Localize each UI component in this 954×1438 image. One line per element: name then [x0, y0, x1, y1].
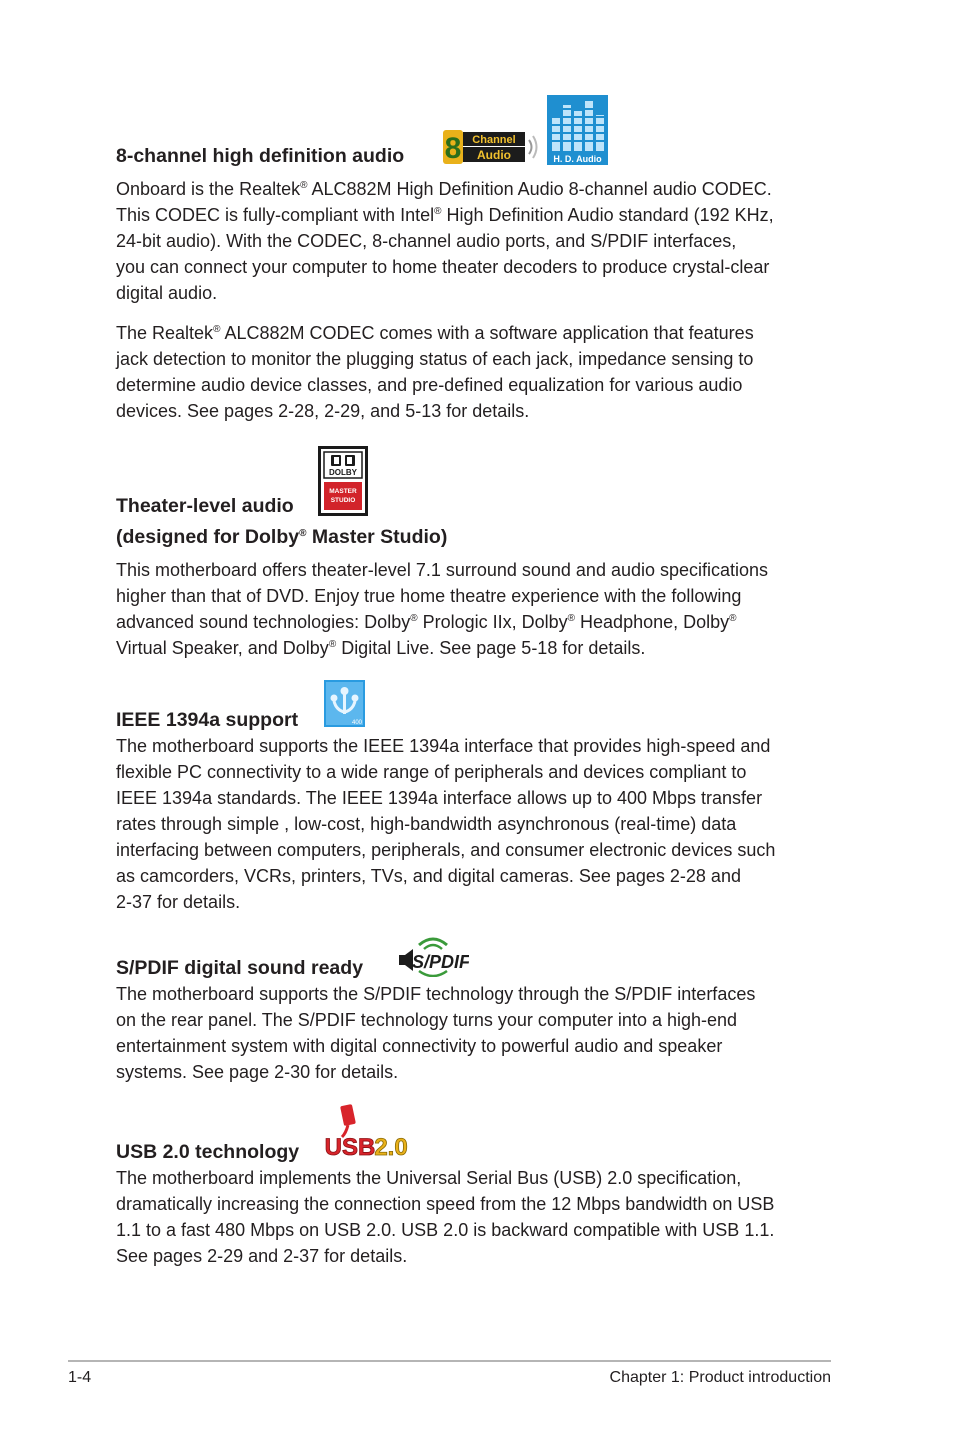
text-line — [116, 228, 836, 254]
text-segment: This motherboard offers theater-level 7.1 surround sound and audio specifications — [116, 560, 769, 580]
text-segment: systems. See page 2-30 for details. — [116, 1062, 399, 1082]
text-segment: jack detection to monitor the plugging status of each jack, impedance sensing to — [116, 349, 754, 369]
usb-heading: USB 2.0 technology — [116, 1141, 300, 1163]
badge-dolby-text: DOLBY — [329, 468, 357, 477]
svg-text:8: 8 — [444, 132, 462, 165]
text-segment: High Definition Audio standard (192 KHz, — [441, 205, 774, 225]
registered-mark: ® — [328, 639, 337, 650]
text-line — [116, 1007, 836, 1033]
text-line — [116, 811, 836, 837]
text-line — [116, 1243, 836, 1269]
text-segment: Headphone, Dolby — [575, 612, 730, 632]
ieee-paragraph-1 — [116, 733, 836, 915]
badge-hd-text: H. D. Audio — [553, 154, 602, 164]
text-line — [116, 254, 836, 280]
text-line — [116, 635, 836, 661]
registered-mark: ® — [410, 613, 418, 624]
text-segment: 24-bit audio). With the CODEC, 8-channel audio ports, and S/PDIF interfaces, — [116, 231, 737, 251]
hd-audio-icon — [547, 95, 608, 165]
theater-heading-line-2 — [116, 525, 447, 549]
text-line — [116, 346, 836, 372]
badge-studio-text: STUDIO — [330, 497, 356, 504]
text-segment: rates through simple , low-cost, high-bandwidth asynchronous (real-time) data — [116, 814, 737, 834]
registered-mark: ® — [729, 613, 737, 624]
text-segment: Prologic IIx, Dolby — [417, 612, 568, 632]
text-segment: interfacing between computers, peripherals, and consumer electronic devices such — [116, 840, 776, 860]
badge-20-text: 2.0 — [374, 1134, 408, 1161]
text-segment: See pages 2-29 and 2-37 for details. — [116, 1246, 408, 1266]
text-segment: 1.1 to a fast 480 Mbps on USB 2.0. USB 2.0 is backward compatible with USB 1.1. — [116, 1220, 775, 1240]
text-segment: dramatically increasing the connection speed from the 12 Mbps bandwidth on USB — [116, 1194, 775, 1214]
theater-heading-line-1: Theater-level audio — [116, 495, 294, 517]
dolby-master-studio-icon — [318, 446, 368, 516]
text-line — [116, 280, 836, 306]
badge-master-text: MASTER — [329, 488, 357, 495]
audio-paragraph-2 — [116, 320, 836, 424]
text-line — [116, 837, 836, 863]
theater-paragraph-1 — [116, 557, 836, 661]
text-line — [116, 889, 836, 915]
text-line — [116, 1217, 836, 1243]
badge-usb-text: USB — [324, 1134, 376, 1161]
text-segment: digital audio. — [116, 283, 218, 303]
text-line — [116, 398, 836, 424]
text-line — [116, 785, 836, 811]
text-segment: IEEE 1394a standards. The IEEE 1394a interface allows up to 400 Mbps transfer — [116, 788, 763, 808]
page-number: 1-4 — [68, 1369, 92, 1386]
text-line — [116, 1033, 836, 1059]
text-line — [116, 759, 836, 785]
text-line — [116, 202, 836, 228]
badge-audio-text: Audio — [477, 148, 511, 162]
text-segment: as camcorders, VCRs, printers, TVs, and digital cameras. See pages 2-28 and — [116, 866, 741, 886]
text-segment: ALC882M CODEC comes with a software application that features — [220, 323, 754, 343]
spdif-paragraph-1 — [116, 981, 836, 1085]
footer-divider — [68, 1360, 831, 1362]
firewire-icon — [324, 680, 365, 727]
text-line — [116, 1059, 836, 1085]
text-segment: advanced sound technologies: Dolby — [116, 612, 411, 632]
text-segment: The motherboard implements the Universal Serial Bus (USB) 2.0 specification, — [116, 1168, 742, 1188]
text-segment: you can connect your computer to home theater decoders to produce crystal-clear — [116, 257, 770, 277]
usb-2-icon — [322, 1103, 412, 1161]
registered-mark: ® — [300, 180, 308, 191]
text-segment: This CODEC is fully-compliant with Intel — [116, 205, 435, 225]
text-line — [116, 733, 836, 759]
theater-heading-text-a: (designed for Dolby — [116, 526, 300, 548]
8-channel-audio-icon — [441, 128, 541, 166]
text-segment: higher than that of DVD. Enjoy true home theatre experience with the following — [116, 586, 742, 606]
registered-mark: ® — [299, 528, 307, 539]
registered-mark: ® — [567, 613, 576, 624]
text-line — [116, 320, 836, 346]
text-segment: The motherboard supports the S/PDIF technology through the S/PDIF interfaces — [116, 984, 756, 1004]
text-segment: 2-37 for details. — [116, 892, 241, 912]
registered-mark: ® — [434, 206, 442, 217]
spdif-heading: S/PDIF digital sound ready — [116, 957, 364, 979]
text-segment: Digital Live. See page 5-18 for details. — [336, 638, 646, 658]
ieee-heading: IEEE 1394a support — [116, 709, 299, 731]
spdif-icon — [397, 935, 469, 977]
badge-400-text: 400 — [351, 720, 363, 726]
text-segment: devices. See pages 2-28, 2-29, and 5-13 for details. — [116, 401, 530, 421]
text-segment: flexible PC connectivity to a wide range of peripherals and devices compliant to — [116, 762, 747, 782]
text-segment: Virtual Speaker, and Dolby — [116, 638, 329, 658]
text-segment: determine audio device classes, and pre-defined equalization for various audio — [116, 375, 743, 395]
text-segment: The Realtek — [116, 323, 214, 343]
chapter-title: Chapter 1: Product introduction — [609, 1369, 831, 1386]
badge-channel-text: Channel — [472, 134, 516, 146]
badge-spdif-text: S/PDIF — [411, 952, 469, 972]
text-line — [116, 981, 836, 1007]
theater-heading-text-b: Master Studio) — [306, 526, 448, 548]
text-segment: on the rear panel. The S/PDIF technology turns your computer into a high-end — [116, 1010, 738, 1030]
text-line — [116, 1191, 836, 1217]
text-segment: Onboard is the Realtek — [116, 179, 301, 199]
audio-paragraph-1 — [116, 176, 836, 306]
text-line — [116, 557, 836, 583]
text-line — [116, 583, 836, 609]
text-line — [116, 609, 836, 635]
text-segment: The motherboard supports the IEEE 1394a interface that provides high-speed and — [116, 736, 771, 756]
audio-heading: 8-channel high definition audio — [116, 145, 405, 167]
text-segment: entertainment system with digital connectivity to powerful audio and speaker — [116, 1036, 723, 1056]
text-line — [116, 863, 836, 889]
usb-paragraph-1 — [116, 1165, 836, 1269]
text-line — [116, 176, 836, 202]
text-line — [116, 372, 836, 398]
text-line — [116, 1165, 836, 1191]
text-segment: ALC882M High Definition Audio 8-channel audio CODEC. — [307, 179, 772, 199]
registered-mark: ® — [213, 324, 221, 335]
